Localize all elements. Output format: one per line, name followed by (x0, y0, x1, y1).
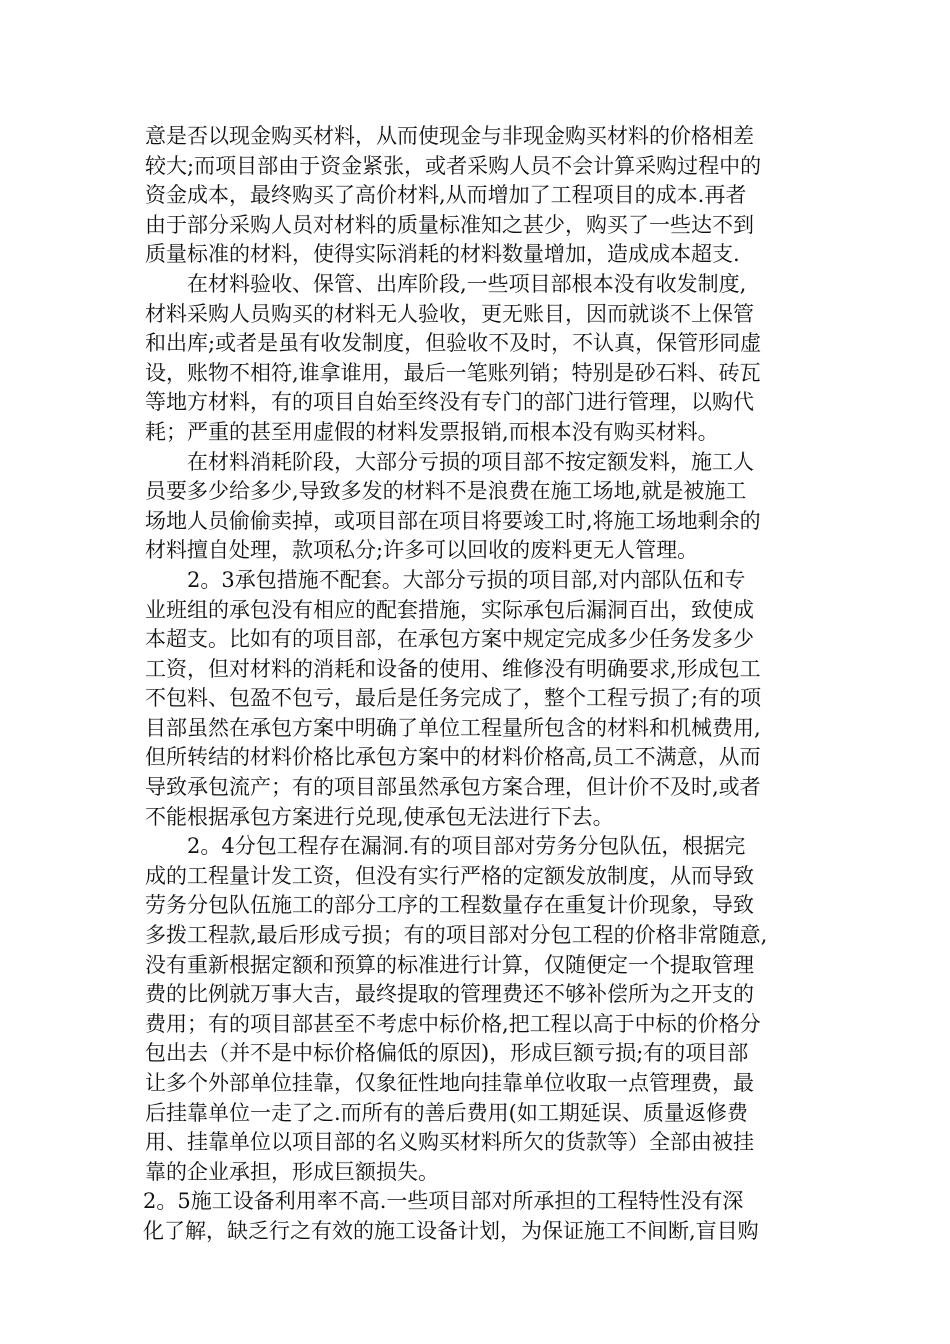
text-line: 2。4分包工程存在漏洞.有的项目部对劳务分包队伍，根据完 (187, 834, 746, 859)
text-line: 材料采购人员购买的材料无人验收，更无账目，因而就谈不上保管 (145, 301, 754, 326)
text-line: 费用；有的项目部甚至不考虑中标价格,把工程以高于中标的价格分 (145, 1011, 761, 1036)
text-line: 资金成本，最终购买了高价材料,从而增加了工程项目的成本.再者 (145, 183, 747, 208)
text-line: 没有重新根据定额和预算的标准进行计算，仅随便定一个提取管理 (145, 952, 754, 977)
text-line: 靠的企业承担，形成巨额损失。 (145, 1159, 439, 1184)
text-line: 化了解，缺乏行之有效的施工设备计划，为保证施工不间断,盲目购 (143, 1218, 759, 1243)
text-line: 本超支。比如有的项目部，在承包方案中规定完成多少任务发多少 (145, 627, 754, 652)
text-line: 用、挂靠单位以项目部的名义购买材料所欠的货款等）全部由被挂 (145, 1130, 754, 1155)
text-line: 但所转结的材料价格比承包方案中的材料价格高,员工不满意，从而 (145, 745, 761, 770)
text-line: 较大;而项目部由于资金紧张，或者采购人员不会计算采购过程中的 (145, 153, 762, 178)
paragraph-2 (145, 270, 813, 448)
text-line: 多拨工程款,最后形成亏损；有的项目部对分包工程的价格非常随意, (145, 923, 768, 948)
text-line: 让多个外部单位挂靠，仅象征性地向挂靠单位收取一点管理费，最 (145, 1071, 754, 1095)
text-line: 费的比例就万事大吉，最终提取的管理费还不够补偿所为之开支的 (145, 982, 754, 1007)
text-line: 不包料、包盈不包亏，最后是任务完成了，整个工程亏损了;有的项 (145, 686, 762, 711)
text-line: 导致承包流产；有的项目部虽然承包方案合理，但计价不及时,或者 (145, 775, 761, 800)
text-line: 在材料验收、保管、出库阶段,一些项目部根本没有收发制度, (187, 271, 747, 296)
text-line: 后挂靠单位一走了之.而所有的善后费用(如工期延误、质量返修费 (145, 1100, 748, 1125)
text-line: 员要多少给多少,导致多发的材料不是浪费在施工场地,就是被施工 (145, 479, 747, 504)
text-line: 不能根据承包方案进行兑现,使承包无法进行下去。 (145, 804, 614, 829)
text-line: 劳务分包队伍施工的部分工序的工程数量存在重复计价现象，导致 (145, 893, 754, 918)
text-line: 材料擅自处理，款项私分;许多可以回收的废料更无人管理。 (145, 538, 699, 563)
text-line: 意是否以现金购买材料，从而使现金与非现金购买材料的价格相差 (145, 124, 754, 148)
text-line: 耗；严重的甚至用虚假的材料发票报销,而根本没有购买材料。 (145, 419, 719, 444)
text-line: 等地方材料，有的项目自始至终没有专门的部门进行管理，以购代 (145, 390, 754, 415)
paragraph-3 (145, 448, 813, 566)
paragraph-4 (145, 566, 813, 832)
text-line: 由于部分采购人员对材料的质量标准知之甚少，购买了一些达不到 (145, 212, 754, 237)
text-line: 目部虽然在承包方案中明确了单位工程量所包含的材料和机械费用, (145, 715, 761, 740)
text-line: 场地人员偷偷卖掉，或项目部在项目将要竣工时,将施工场地剩余的 (145, 508, 761, 533)
paragraph-1 (145, 122, 813, 270)
text-line: 2。3承包措施不配套。大部分亏损的项目部,对内部队伍和专 (187, 567, 746, 592)
text-line: 和出库;或者是虽有收发制度，但验收不及时，不认真，保管形同虚 (145, 331, 762, 356)
text-line: 业班组的承包没有相应的配套措施，实际承包后漏洞百出，致使成 (145, 597, 754, 622)
text-line: 设，账物不相符,谁拿谁用，最后一笔账列销；特别是砂石料、砖瓦 (145, 360, 761, 385)
text-line: 质量标准的材料，使得实际消耗的材料数量增加，造成成本超支. (145, 242, 740, 267)
text-line: 成的工程量计发工资，但没有实行严格的定额发放制度，从而导致 (145, 863, 754, 888)
text-line: 工资，但对材料的消耗和设备的使用、维修没有明确要求,形成包工 (145, 656, 761, 681)
document-page (145, 122, 813, 1247)
text-line: 在材料消耗阶段，大部分亏损的项目部不按定额发料，施工人 (187, 449, 754, 474)
paragraph-6 (143, 1187, 813, 1246)
text-line: 包出去（并不是中标价格偏低的原因)，形成巨额亏损;有的项目部 (145, 1041, 749, 1066)
paragraph-5 (145, 832, 813, 1187)
text-line: 2。5施工设备利用率不高.一些项目部对所承担的工程特性没有深 (143, 1189, 744, 1214)
